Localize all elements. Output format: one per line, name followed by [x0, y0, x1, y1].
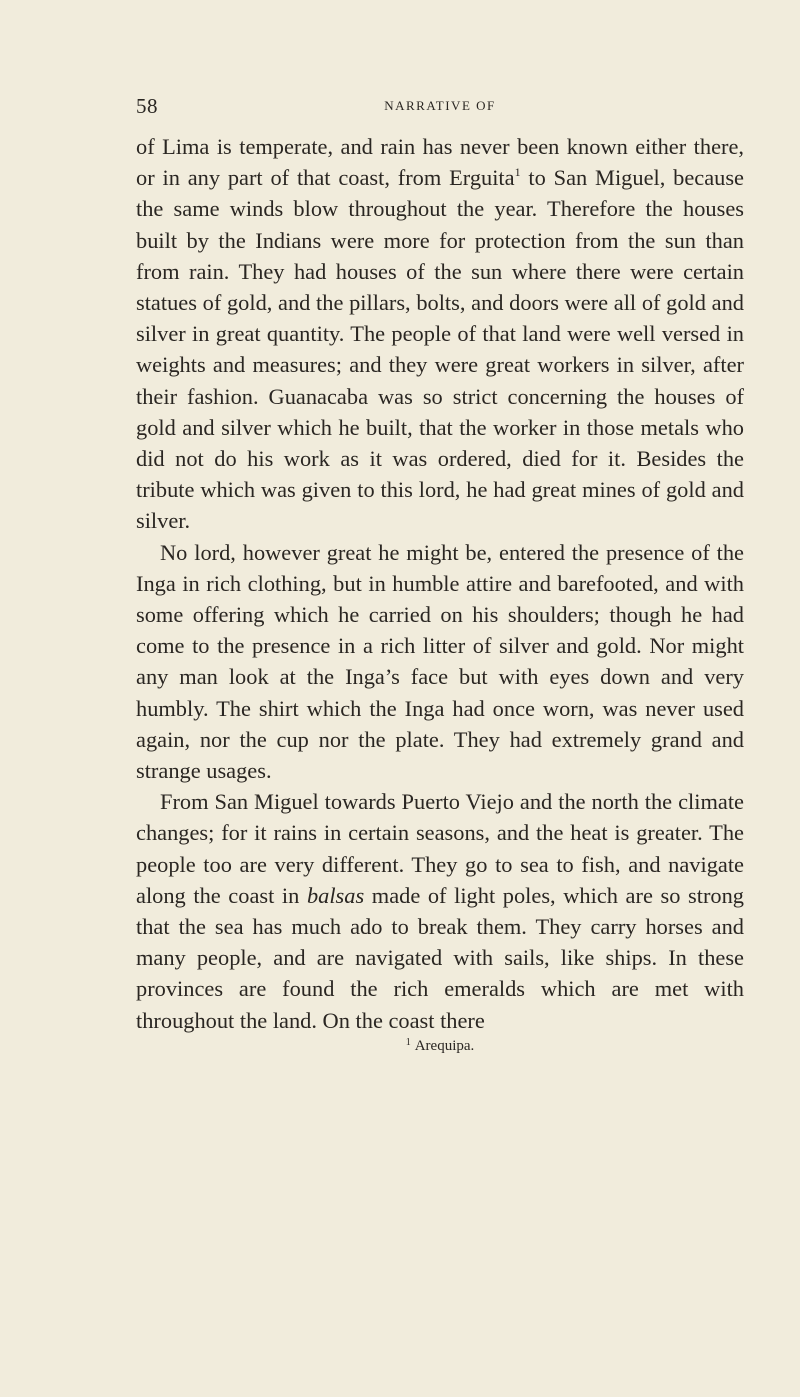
paragraph-1 — [136, 131, 744, 537]
paragraph-1-text-b: to San Miguel, because the same winds blow throughout the year. Therefore the houses built by the Indians were more for protection from the sun than from rain. They had houses of the sun where there were certain statues of gold, and the pillars, bolts, and doors were all of gold and silver in great quantity. The people of that land were well versed in weights and measures; and they were great workers in silver, after their fashion. Guanacaba was so strict concerning the houses of gold and silver which he built, that the worker in those metals who did not do his work as it was ordered, died for it. Besides the tribute which was given to this lord, he had great mines of gold and silver. — [136, 165, 744, 534]
footnote-text: Arequipa. — [414, 1038, 475, 1054]
paragraph-3-text-b: made of light poles, which are so strong that the sea has much ado to break them. They carry horses and many people, and are navigated with sails, like ships. In these provinces are found the rich emeralds which are met with throughout the land. On the coast there — [136, 882, 744, 1033]
running-head: NARRATIVE OF — [384, 98, 496, 113]
paragraph-3-italic-term: balsas — [306, 882, 365, 908]
footnote-mark: 1 — [405, 1037, 411, 1048]
page-number: 58 — [136, 94, 158, 118]
body-text — [136, 131, 744, 1036]
footnote-reference: 1 — [514, 165, 521, 180]
page-header — [136, 94, 744, 118]
paragraph-3 — [136, 786, 744, 1036]
paragraph-2: No lord, however great he might be, entered the presence of the Inga in rich clothing, but in humble attire and barefooted, and with some offering which he carried on his shoulders; though he had come to the presence in a rich litter of silver and gold. Nor might any man look at the Inga’s face but with eyes down and very humbly. The shirt which the Inga had once worn, was never used again, nor the cup nor the plate. They had extremely grand and strange usages. — [136, 539, 744, 784]
paragraph-3-text-a: From San Miguel towards Puerto Viejo and the north the climate changes; for it rains in certain seasons, and the heat is greater. The people too are very different. They go to sea to fish, and navigate along the coast in — [136, 789, 744, 908]
paragraph-1-text-a: of Lima is temperate, and rain has never been known either there, or in any part of that coast, from Erguita — [136, 134, 744, 191]
footnote — [136, 1037, 744, 1055]
